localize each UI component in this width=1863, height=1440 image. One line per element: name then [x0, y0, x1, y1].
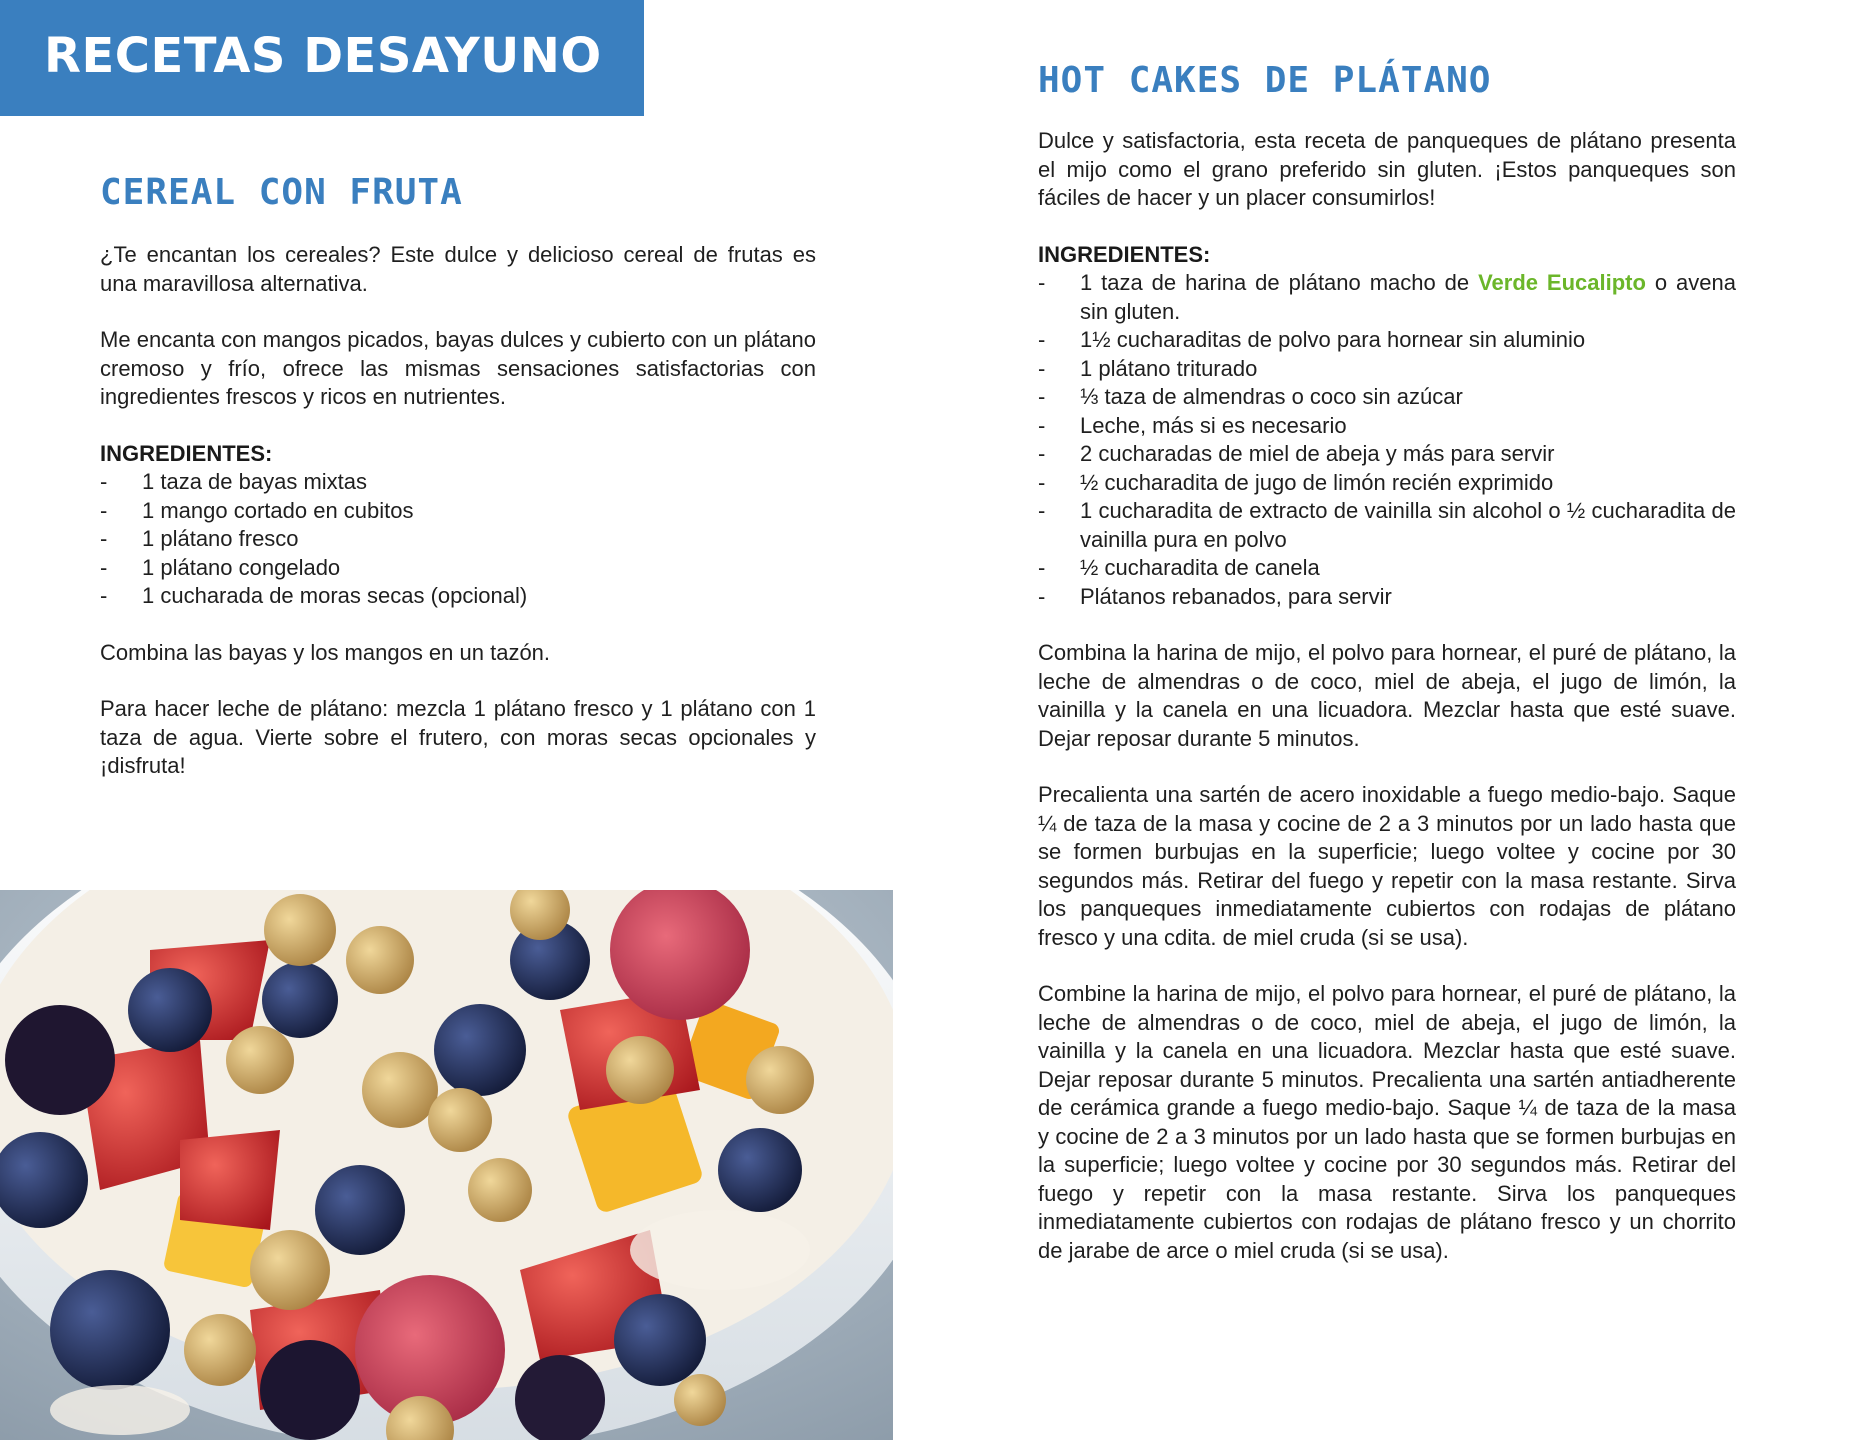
cereal-step-1: Combina las bayas y los mangos en un tazón.: [100, 639, 551, 665]
hotcakes-step-2: Precalienta una sartén de acero inoxidable a fuego medio-bajo. Saque ¼ de taza de la masa y cocine de 2 a 3 minutos por un lado hasta que se formen burbujas en la superficie; luego voltee y cocine por 30 segundos más. Retirar del fuego y repetir con la masa restante. Sirva los panqueques inmediatamente cubiertos con rodajas de plátano fresco y una cdita. de miel cruda (si se usa).: [1038, 782, 1736, 950]
ingredient-item: - 2 cucharadas de miel de abeja y más para servir: [1038, 441, 1555, 466]
ingredient-item: - 1 plátano congelado: [100, 554, 341, 580]
page-title: RECETAS DESAYUNO: [44, 28, 602, 84]
ingredient-item: - 1 taza de bayas mixtas: [100, 469, 368, 494]
ingredient-item: - 1 taza de harina de plátano macho de Verde Eucalipto o avena sin gluten.: [1038, 270, 1736, 324]
hotcakes-intro-paragraph: Dulce y satisfactoria, esta receta de panqueques de plátano presenta el mijo como el grano preferido sin gluten. ¡Estos panqueques son fáciles de hacer y un placer consumirlos!: [1038, 128, 1736, 210]
header-banner: [0, 0, 644, 116]
hotcakes-ingredients-list: [1038, 269, 1736, 611]
hotcakes-recipe-title: HOT CAKES DE PLÁTANO: [1038, 60, 1492, 101]
cereal-ingredients-heading: INGREDIENTES:: [100, 440, 273, 466]
cereal-recipe: [100, 172, 816, 809]
cereal-ingredients-list: [100, 468, 816, 611]
hotcakes-step-3: Combine la harina de mijo, el polvo para hornear, el puré de plátano, la leche de almendras o de coco, miel de abeja, el jugo de limón, la vainilla y la canela en una licuadora. Mezclar hasta que esté suave. Dejar reposar durante 5 minutos. Precalienta una sartén antiadherente de cerámica grande a fuego medio-bajo. Saque ¼ de taza de la masa y cocine de 2 a 3 minutos por un lado hasta que se formen burbujas en la superficie; luego voltee y cocine por 30 segundos más. Retirar del fuego y repetir con la masa restante. Sirva los panqueques inmediatamente cubiertos con rodajas de plátano fresco y un chorrito de jarabe de arce o miel cruda (si se usa).: [1038, 981, 1736, 1263]
cereal-description-paragraph: Me encanta con mangos picados, bayas dulces y cubierto con un plátano cremoso y frío, ofrece las mismas sensaciones satisfactorias con ingredientes frescos y ricos en nutrientes.: [100, 327, 816, 409]
hotcakes-step-1: Combina la harina de mijo, el polvo para hornear, el puré de plátano, la leche de almendras o de coco, miel de abeja, el jugo de limón, la vainilla y la canela en una licuadora. Mezclar hasta que esté suave. Dejar reposar durante 5 minutos.: [1038, 640, 1736, 751]
cereal-recipe-title: CEREAL CON FRUTA: [100, 172, 463, 213]
ingredient-item: - 1 cucharadita de extracto de vainilla sin alcohol o ½ cucharadita de vainilla pura en polvo: [1038, 498, 1736, 552]
ingredient-item: - 1 plátano triturado: [1038, 355, 1258, 381]
ingredient-item: - ½ cucharadita de canela: [1038, 555, 1320, 580]
cereal-step-2: Para hacer leche de plátano: mezcla 1 plátano fresco y 1 plátano con 1 taza de agua. Vierte sobre el frutero, con moras secas opcionales y ¡disfruta!: [100, 696, 816, 778]
fruit-bowl-photo: [0, 890, 893, 1440]
ingredient-item: - 1 plátano fresco: [100, 526, 299, 551]
cereal-intro-paragraph: ¿Te encantan los cereales? Este dulce y delicioso cereal de frutas es una maravillosa alternativa.: [100, 242, 816, 296]
ingredient-item: - 1 cucharada de moras secas (opcional): [100, 583, 528, 608]
ingredient-item: - Leche, más si es necesario: [1038, 412, 1347, 438]
ingredient-item: - Plátanos rebanados, para servir: [1038, 583, 1392, 609]
ingredient-item: - 1 mango cortado en cubitos: [100, 497, 414, 523]
brand-highlight: Verde Eucalipto: [1478, 270, 1646, 295]
hotcakes-ingredients-heading: INGREDIENTES:: [1038, 241, 1211, 267]
ingredient-item: - ⅓ taza de almendras o coco sin azúcar: [1038, 384, 1463, 409]
ingredient-item: - ½ cucharadita de jugo de limón recién exprimido: [1038, 469, 1554, 495]
ingredient-item: - 1½ cucharaditas de polvo para hornear sin aluminio: [1038, 327, 1586, 352]
hotcakes-recipe: [1038, 60, 1736, 1293]
